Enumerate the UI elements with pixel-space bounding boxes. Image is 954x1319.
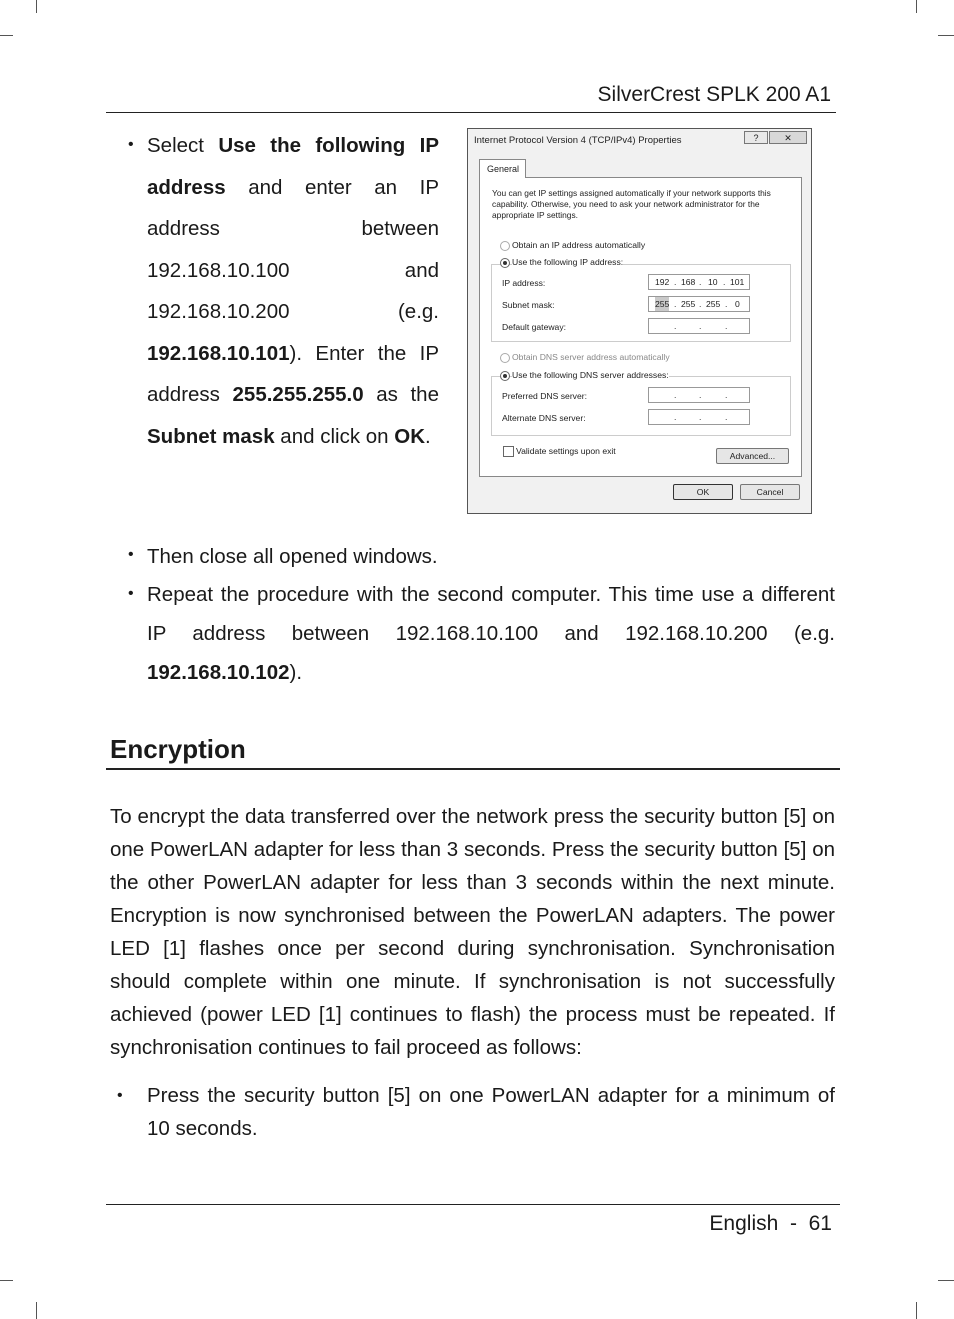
heading-rule	[106, 768, 840, 770]
radio-use-dns[interactable]	[500, 371, 510, 381]
crop-mark	[938, 35, 954, 36]
radio-auto-ip-label: Obtain an IP address automatically	[512, 240, 646, 250]
ip-dot: .	[725, 412, 728, 422]
example-ip: 192.168.10.101	[147, 341, 290, 365]
subnet-mask-label: Subnet mask:	[502, 300, 555, 310]
validate-label: Validate settings upon exit	[516, 446, 616, 456]
subnet-value: 255.255.255.0	[232, 383, 364, 406]
step-close-windows: Then close all opened windows.	[147, 545, 438, 568]
advanced-button[interactable]: Advanced...	[716, 448, 789, 464]
dns-settings-group	[491, 376, 791, 436]
ip-dot: .	[725, 299, 728, 309]
step-second-computer	[147, 575, 835, 692]
step-text: and enter an IP address between 192.168.10.100 and 192.168.10.200 (e.g.	[147, 175, 439, 323]
subnet-octet: 255	[655, 299, 670, 309]
radio-use-dns-label: Use the following DNS server addresses:	[512, 370, 669, 380]
page-number: English - 61	[709, 1212, 832, 1235]
crop-mark	[36, 0, 37, 13]
step-select-ip	[147, 125, 439, 457]
step-text: .	[425, 424, 431, 448]
ip-dot: .	[699, 412, 702, 422]
option-name: Use the following IP address	[147, 134, 439, 199]
radio-use-ip-label: Use the following IP address:	[512, 257, 624, 267]
radio-auto-dns[interactable]	[500, 353, 510, 363]
crop-mark	[0, 1280, 13, 1281]
crop-mark	[916, 1302, 917, 1319]
step-text: and click on	[274, 424, 395, 448]
validate-checkbox[interactable]	[503, 446, 514, 457]
ip-address-field[interactable]	[648, 274, 750, 290]
ip-octet: 192	[655, 277, 670, 287]
default-gateway-field[interactable]	[648, 318, 750, 334]
alternate-dns-label: Alternate DNS server:	[502, 413, 586, 423]
bullet: •	[128, 546, 134, 563]
ip-dot: .	[674, 412, 677, 422]
subnet-octet: 0	[735, 299, 740, 309]
tab-general[interactable]: General	[479, 159, 526, 178]
step-text: Select	[147, 134, 219, 157]
radio-auto-dns-label: Obtain DNS server address automatically	[512, 352, 670, 362]
ip-dot: .	[699, 390, 702, 400]
ok-button[interactable]: OK	[673, 484, 733, 500]
subnet-octet: 255	[706, 299, 721, 309]
header-rule	[106, 112, 836, 113]
subnet-mask-field[interactable]	[648, 296, 750, 312]
dialog-title: Internet Protocol Version 4 (TCP/IPv4) Properties	[474, 135, 682, 146]
crop-mark	[916, 0, 917, 13]
bullet: •	[128, 136, 134, 153]
step-text: as the	[363, 383, 439, 406]
ip-dot: .	[725, 390, 728, 400]
ip-dot: .	[674, 390, 677, 400]
encryption-paragraph: To encrypt the data transferred over the network press the security button [5] on one PowerLAN adapter for less than 3 seconds. Press the security button [5] on the other PowerLAN adapter for less than 3 seconds within the next minute. Encryption is now synchronised between the PowerLAN adapters. The power LED [1] flashes once per second during synchronisation. Synchronisation should complete within one minute. If synchronisation is not successfully achieved (power LED [1] continues to flash) the process must be repeated. If synchronisation continues to fail proceed as follows:	[110, 805, 835, 1059]
example-ip: 192.168.10.102	[147, 661, 290, 684]
ip-octet: 101	[730, 277, 745, 287]
preferred-dns-label: Preferred DNS server:	[502, 391, 588, 401]
help-button[interactable]: ?	[744, 131, 768, 144]
radio-auto-ip[interactable]	[500, 241, 510, 251]
dialog-description: You can get IP settings assigned automatically if your network supports this capability. Otherwise, you need to ask your network administrator for the appropriate IP settings.	[492, 188, 771, 220]
crop-mark	[938, 1280, 954, 1281]
step-press-button: Press the security button [5] on one PowerLAN adapter for a minimum of 10 seconds.	[147, 1084, 835, 1140]
subnet-octet: 255	[681, 299, 696, 309]
default-gateway-label: Default gateway:	[502, 322, 567, 332]
header-title: SilverCrest SPLK 200 A1	[597, 83, 831, 106]
step-text: ).	[289, 661, 303, 684]
step-text: Repeat the procedure with the second computer. This time use a different IP address between 192.168.10.100 and 192.168.10.200 (e.g.	[147, 583, 835, 645]
ip-address-label: IP address:	[502, 278, 546, 288]
radio-use-ip[interactable]	[500, 258, 510, 268]
ip-dot: .	[723, 277, 726, 287]
field-name: Subnet mask	[147, 424, 275, 448]
ip-dot: .	[674, 299, 677, 309]
ip-dot: .	[699, 277, 702, 287]
ip-dot: .	[725, 321, 728, 331]
footer-rule	[106, 1204, 840, 1205]
ip-dot: .	[674, 277, 677, 287]
general-tab-pane	[479, 177, 802, 477]
ip-dot: .	[674, 321, 677, 331]
close-button[interactable]: ✕	[769, 131, 807, 144]
step-text: ). Enter the IP address	[147, 341, 439, 406]
preferred-dns-field[interactable]	[648, 387, 750, 403]
ipv4-properties-dialog	[467, 128, 812, 514]
bullet: •	[117, 1087, 123, 1104]
section-heading: Encryption	[110, 734, 246, 764]
alternate-dns-field[interactable]	[648, 409, 750, 425]
ip-octet: 168	[681, 277, 696, 287]
crop-mark	[36, 1302, 37, 1319]
bullet: •	[128, 585, 134, 602]
button-name: OK	[394, 424, 426, 448]
crop-mark	[0, 35, 13, 36]
cancel-button[interactable]: Cancel	[740, 484, 800, 500]
ip-dot: .	[699, 299, 702, 309]
ip-octet: 10	[708, 277, 718, 287]
ip-dot: .	[699, 321, 702, 331]
